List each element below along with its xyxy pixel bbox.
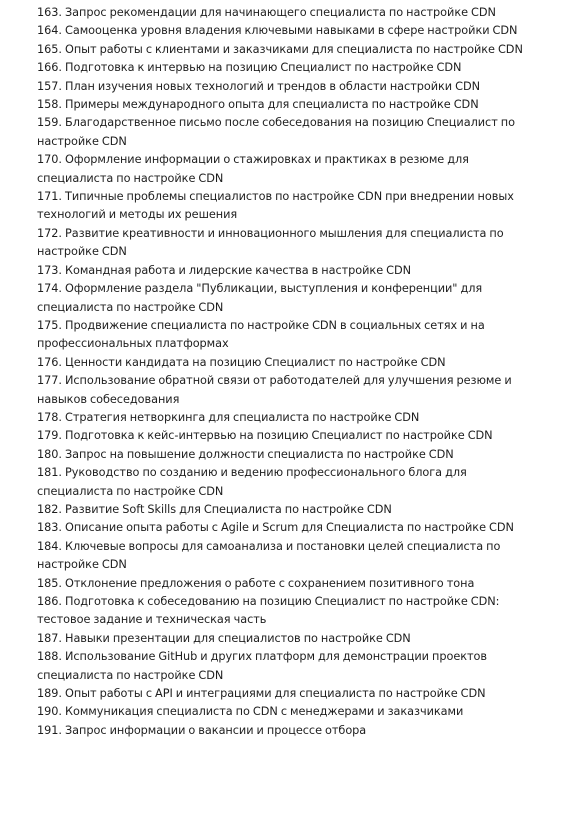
list-item: 188. Использование GitHub и других платформ для демонстрации проектов специалиста по настройке CDN [37,650,487,682]
list-item: 183. Описание опыта работы с Agile и Scrum для Специалиста по настройке CDN [37,521,514,535]
list-item: 189. Опыт работы с API и интеграциями для специалиста по настройке CDN [37,687,486,701]
list-item: 182. Развитие Soft Skills для Специалиста по настройке CDN [37,502,392,516]
list-item: 184. Ключевые вопросы для самоанализа и постановки целей специалиста по настройке CDN [37,539,501,572]
list-item: 187. Навыки презентации для специалистов по настройке CDN [37,631,411,645]
list-item: 181. Руководство по созданию и ведению профессионального блога для специалиста по настройке CDN [37,466,467,498]
list-item: 191. Запрос информации о вакансии и процессе отбора [37,723,367,737]
list-item: 175. Продвижение специалиста по настройке CDN в социальных сетях и на профессиональных платформах [37,318,485,351]
list-item: 157. План изучения новых технологий и трендов в области настройки CDN [37,79,480,93]
list-item: 179. Подготовка к кейс-интервью на позицию Специалист по настройке CDN [37,429,493,443]
list-item: 166. Подготовка к интервью на позицию Специалист по настройке CDN [37,61,462,75]
list-item: 163. Запрос рекомендации для начинающего специалиста по настройке CDN [37,6,496,19]
list-item: 177. Использование обратной связи от работодателей для улучшения резюме и навыков собеседования [37,374,512,406]
list-item: 176. Ценности кандидата на позицию Специалист по настройке CDN [37,355,446,369]
list-item: 190. Коммуникация специалиста по CDN с менеджерами и заказчиками [37,705,464,719]
list-item: 171. Типичные проблемы специалистов по настройке CDN при внедрении новых технологий и методы их решения [37,190,514,222]
list-item: 159. Благодарственное письмо после собеседования на позицию Специалист по настройке CDN [37,116,515,148]
list-item: 158. Примеры международного опыта для специалиста по настройке CDN [37,98,479,112]
topic-list [37,4,546,740]
list-item: 178. Стратегия нетворкинга для специалиста по настройке CDN [37,410,420,424]
list-item: 186. Подготовка к собеседованию на позицию Специалист по настройке CDN: тестовое задание и техническая часть [37,595,500,627]
list-item: 172. Развитие креативности и инновационного мышления для специалиста по настройке CDN [37,226,504,259]
list-item: 165. Опыт работы с клиентами и заказчиками для специалиста по настройке CDN [37,42,523,56]
list-item: 174. Оформление раздела "Публикации, выступления и конференции" для специалиста по настройке CDN [37,282,483,314]
list-item: 185. Отклонение предложения о работе с сохранением позитивного тона [37,576,475,590]
list-item: 164. Самооценка уровня владения ключевыми навыками в сфере настройки CDN [37,24,518,38]
list-item: 170. Оформление информации о стажировках и практиках в резюме для специалиста по настройке CDN [37,153,469,185]
list-item: 180. Запрос на повышение должности специалиста по настройке CDN [37,447,454,461]
list-item: 173. Командная работа и лидерские качества в настройке CDN [37,263,412,277]
